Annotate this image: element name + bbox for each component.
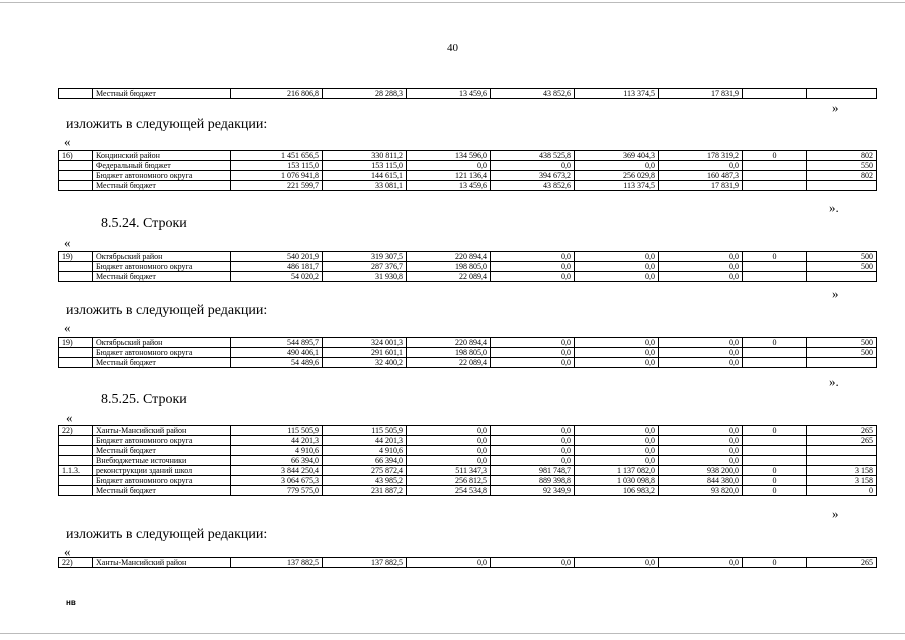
table-cell: 802: [807, 151, 877, 161]
table-cell: 0,0: [659, 436, 743, 446]
table-cell: 44 201,3: [323, 436, 407, 446]
table-row: [59, 348, 877, 358]
table-cell: 265: [807, 426, 877, 436]
table-cell: 0,0: [491, 272, 575, 282]
table-top: [58, 88, 877, 99]
table-cell: 0: [743, 486, 807, 496]
table-cell: 0,0: [659, 446, 743, 456]
table-cell: 19): [59, 252, 93, 262]
table-cell: 33 081,1: [323, 181, 407, 191]
table-cell: 43 852,6: [491, 181, 575, 191]
table-cell: 153 115,0: [231, 161, 323, 171]
table-cell: 28 288,3: [323, 89, 407, 99]
table-cell: 265: [807, 558, 877, 568]
table-cell: 0,0: [659, 252, 743, 262]
table-cell: [59, 171, 93, 181]
table-cell: 330 811,2: [323, 151, 407, 161]
table-cell: 0: [743, 151, 807, 161]
table-cell: 0,0: [659, 338, 743, 348]
table-cell: 0: [807, 486, 877, 496]
table-cell: 121 136,4: [407, 171, 491, 181]
table-cell: 0,0: [575, 456, 659, 466]
table-cell: 0,0: [659, 272, 743, 282]
table-cell: [743, 348, 807, 358]
close-quote-4: ».: [829, 374, 839, 389]
table-cell: 0,0: [491, 456, 575, 466]
table-cell: 981 748,7: [491, 466, 575, 476]
table-cell: 54 020,2: [231, 272, 323, 282]
table-cell: 0: [743, 558, 807, 568]
table-row: [59, 252, 877, 262]
table-cell: 115 505,9: [323, 426, 407, 436]
table-cell: 3 064 675,3: [231, 476, 323, 486]
table-cell: 500: [807, 348, 877, 358]
table-cell: [59, 476, 93, 486]
table-cell: 22): [59, 426, 93, 436]
table-cell: 16): [59, 151, 93, 161]
table-row: [59, 171, 877, 181]
table-cell: 0,0: [575, 446, 659, 456]
table-cell: 0,0: [491, 262, 575, 272]
table-cell: [807, 446, 877, 456]
table-row: [59, 558, 877, 568]
table-cell: 265: [807, 436, 877, 446]
table-cell: [743, 171, 807, 181]
table-cell: 0,0: [491, 161, 575, 171]
table-cell: 3 158: [807, 466, 877, 476]
table-row: [59, 89, 877, 99]
open-quote-2: «: [64, 235, 71, 250]
table-row: [59, 466, 877, 476]
table-22-new: [58, 557, 877, 568]
table-cell: 17 831,9: [659, 89, 743, 99]
open-quote-3: «: [64, 320, 71, 335]
table-row: [59, 436, 877, 446]
table-cell: 500: [807, 338, 877, 348]
table-cell: 0,0: [575, 558, 659, 568]
table-cell: реконструкции зданий школ: [93, 466, 231, 476]
table-cell: 0,0: [491, 446, 575, 456]
table-cell: 137 882,5: [323, 558, 407, 568]
table-cell: [59, 161, 93, 171]
table-cell: 113 374,5: [575, 89, 659, 99]
table-cell: Бюджет автономного округа: [93, 262, 231, 272]
table-cell: 13 459,6: [407, 89, 491, 99]
table-row: [59, 151, 877, 161]
table-cell: 0,0: [575, 161, 659, 171]
table-cell: [743, 436, 807, 446]
table-cell: 32 400,2: [323, 358, 407, 368]
table-row: [59, 272, 877, 282]
table-cell: Местный бюджет: [93, 272, 231, 282]
table-16: [58, 150, 877, 191]
table-cell: 0,0: [407, 446, 491, 456]
table-row: [59, 446, 877, 456]
table-cell: 0,0: [659, 348, 743, 358]
table-cell: 0,0: [659, 558, 743, 568]
table-cell: 3 844 250,4: [231, 466, 323, 476]
table-cell: 256 029,8: [575, 171, 659, 181]
table-row: [59, 476, 877, 486]
table-cell: 0,0: [491, 252, 575, 262]
table-row: [59, 262, 877, 272]
table-cell: Местный бюджет: [93, 89, 231, 99]
table-cell: 66 394,0: [231, 456, 323, 466]
table-cell: Бюджет автономного округа: [93, 476, 231, 486]
table-cell: Октябрьский район: [93, 338, 231, 348]
table-cell: 486 181,7: [231, 262, 323, 272]
table-cell: 231 887,2: [323, 486, 407, 496]
table-row: [59, 426, 877, 436]
table-cell: 500: [807, 252, 877, 262]
table-cell: 438 525,8: [491, 151, 575, 161]
table-cell: [59, 181, 93, 191]
table-row: [59, 338, 877, 348]
table-cell: [59, 89, 93, 99]
table-cell: [807, 89, 877, 99]
table-cell: Федеральный бюджет: [93, 161, 231, 171]
footer-mark: нв: [66, 598, 76, 607]
table-cell: 0,0: [659, 358, 743, 368]
close-quote-5: »: [832, 506, 839, 521]
table-cell: 221 599,7: [231, 181, 323, 191]
table-row: [59, 486, 877, 496]
table-cell: [807, 358, 877, 368]
table-cell: [743, 358, 807, 368]
table-cell: [59, 456, 93, 466]
table-cell: 540 201,9: [231, 252, 323, 262]
table-cell: 66 394,0: [323, 456, 407, 466]
table-cell: 220 894,4: [407, 252, 491, 262]
table-cell: 3 158: [807, 476, 877, 486]
table-cell: 254 534,8: [407, 486, 491, 496]
table-cell: 291 601,1: [323, 348, 407, 358]
table-cell: 198 805,0: [407, 348, 491, 358]
table-cell: 779 575,0: [231, 486, 323, 496]
table-cell: [807, 181, 877, 191]
table-cell: 178 319,2: [659, 151, 743, 161]
table-cell: 93 820,0: [659, 486, 743, 496]
table-cell: Ханты-Мансийский район: [93, 426, 231, 436]
table-cell: 1 451 656,5: [231, 151, 323, 161]
table-cell: 4 910,6: [323, 446, 407, 456]
table-cell: 0,0: [491, 436, 575, 446]
table-row: [59, 358, 877, 368]
table-cell: 394 673,2: [491, 171, 575, 181]
open-quote-4: «: [66, 410, 73, 425]
table-cell: 0,0: [575, 338, 659, 348]
table-cell: 22): [59, 558, 93, 568]
table-cell: 0,0: [659, 426, 743, 436]
table-cell: Внебюджетные источники: [93, 456, 231, 466]
page-number: 40: [447, 42, 458, 54]
table-row: [59, 161, 877, 171]
table-cell: 1 076 941,8: [231, 171, 323, 181]
table-cell: [743, 272, 807, 282]
table-cell: 0: [743, 252, 807, 262]
heading-izlozhit-3: изложить в следующей редакции:: [66, 527, 268, 542]
table-cell: 0: [743, 476, 807, 486]
table-cell: 0,0: [659, 161, 743, 171]
table-cell: [59, 272, 93, 282]
table-cell: 1 137 082,0: [575, 466, 659, 476]
table-cell: [743, 446, 807, 456]
table-cell: 22 089,4: [407, 358, 491, 368]
table-cell: [743, 262, 807, 272]
close-quote-2: ».: [829, 200, 839, 215]
table-cell: 0,0: [575, 426, 659, 436]
table-cell: 1.1.3.: [59, 466, 93, 476]
table-cell: Кондинский район: [93, 151, 231, 161]
table-cell: 19): [59, 338, 93, 348]
table-cell: 256 812,5: [407, 476, 491, 486]
table-19-new: [58, 337, 877, 368]
table-cell: [59, 262, 93, 272]
table-cell: 844 380,0: [659, 476, 743, 486]
table-cell: [743, 161, 807, 171]
table-cell: 0,0: [407, 558, 491, 568]
table-cell: Октябрьский район: [93, 252, 231, 262]
table-cell: 153 115,0: [323, 161, 407, 171]
table-cell: [59, 358, 93, 368]
table-cell: 54 489,6: [231, 358, 323, 368]
table-cell: [743, 181, 807, 191]
table-cell: 0: [743, 426, 807, 436]
table-cell: 22 089,4: [407, 272, 491, 282]
table-cell: 0,0: [659, 262, 743, 272]
table-cell: 44 201,3: [231, 436, 323, 446]
table-cell: 938 200,0: [659, 466, 743, 476]
table-cell: 0,0: [491, 338, 575, 348]
table-cell: 0,0: [575, 262, 659, 272]
table-cell: 0,0: [491, 348, 575, 358]
table-cell: 544 895,7: [231, 338, 323, 348]
table-cell: 216 806,8: [231, 89, 323, 99]
table-cell: 0: [743, 466, 807, 476]
table-cell: 802: [807, 171, 877, 181]
table-cell: 550: [807, 161, 877, 171]
table-cell: 0,0: [407, 436, 491, 446]
table-cell: [59, 348, 93, 358]
table-cell: 287 376,7: [323, 262, 407, 272]
table-row: [59, 181, 877, 191]
table-cell: 198 805,0: [407, 262, 491, 272]
table-cell: 275 872,4: [323, 466, 407, 476]
scan-bottom-edge: [0, 633, 905, 634]
heading-8-5-24: 8.5.24. Строки: [101, 216, 187, 231]
table-cell: 4 910,6: [231, 446, 323, 456]
table-cell: [807, 456, 877, 466]
table-cell: 160 487,3: [659, 171, 743, 181]
table-cell: 43 852,6: [491, 89, 575, 99]
table-cell: 319 307,5: [323, 252, 407, 262]
table-cell: 490 406,1: [231, 348, 323, 358]
table-cell: 17 831,9: [659, 181, 743, 191]
table-cell: 92 349,9: [491, 486, 575, 496]
scan-top-edge: [0, 2, 905, 3]
table-cell: Местный бюджет: [93, 446, 231, 456]
table-cell: [59, 486, 93, 496]
heading-izlozhit-2: изложить в следующей редакции:: [66, 303, 268, 318]
table-cell: 220 894,4: [407, 338, 491, 348]
table-cell: 0,0: [491, 558, 575, 568]
table-cell: 324 001,3: [323, 338, 407, 348]
table-cell: 0,0: [575, 252, 659, 262]
heading-izlozhit-1: изложить в следующей редакции:: [66, 117, 268, 132]
table-cell: 31 930,8: [323, 272, 407, 282]
table-cell: 0,0: [407, 456, 491, 466]
table-cell: 0,0: [659, 456, 743, 466]
table-cell: 0: [743, 338, 807, 348]
table-cell: Ханты-Мансийский район: [93, 558, 231, 568]
table-cell: 0,0: [491, 426, 575, 436]
close-quote-3: »: [832, 286, 839, 301]
table-cell: 137 882,5: [231, 558, 323, 568]
table-cell: 511 347,3: [407, 466, 491, 476]
table-cell: 0,0: [575, 348, 659, 358]
table-cell: Местный бюджет: [93, 181, 231, 191]
table-cell: Местный бюджет: [93, 358, 231, 368]
table-cell: [743, 456, 807, 466]
table-cell: [59, 436, 93, 446]
table-cell: 13 459,6: [407, 181, 491, 191]
table-cell: 115 505,9: [231, 426, 323, 436]
table-cell: 369 404,3: [575, 151, 659, 161]
table-cell: Местный бюджет: [93, 486, 231, 496]
table-cell: 500: [807, 262, 877, 272]
open-quote-1: «: [64, 134, 71, 149]
table-cell: [59, 446, 93, 456]
table-cell: Бюджет автономного округа: [93, 171, 231, 181]
table-cell: 43 985,2: [323, 476, 407, 486]
table-cell: 1 030 098,8: [575, 476, 659, 486]
table-cell: 0,0: [575, 358, 659, 368]
table-19-old: [58, 251, 877, 282]
close-quote-1: »: [832, 100, 839, 115]
table-cell: 113 374,5: [575, 181, 659, 191]
table-cell: 889 398,8: [491, 476, 575, 486]
table-cell: Бюджет автономного округа: [93, 348, 231, 358]
table-cell: 106 983,2: [575, 486, 659, 496]
table-row: [59, 456, 877, 466]
table-cell: 0,0: [575, 272, 659, 282]
open-quote-5: «: [64, 544, 71, 559]
table-cell: [807, 272, 877, 282]
heading-8-5-25: 8.5.25. Строки: [101, 392, 187, 407]
table-cell: [743, 89, 807, 99]
table-cell: 0,0: [407, 426, 491, 436]
table-cell: 0,0: [575, 436, 659, 446]
table-cell: 144 615,1: [323, 171, 407, 181]
table-22-old: [58, 425, 877, 496]
table-cell: 134 596,0: [407, 151, 491, 161]
table-cell: Бюджет автономного округа: [93, 436, 231, 446]
table-cell: 0,0: [407, 161, 491, 171]
table-cell: 0,0: [491, 358, 575, 368]
